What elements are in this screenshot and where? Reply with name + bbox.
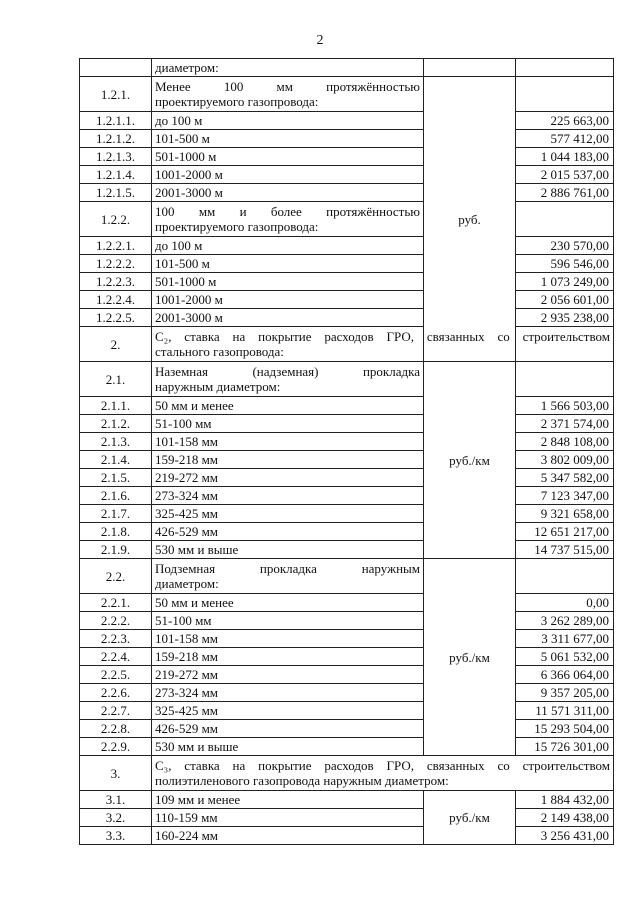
row-number: 1.2.2.4.	[80, 291, 152, 309]
continuation-text: диаметром:	[152, 59, 424, 77]
table-row	[80, 487, 614, 505]
section-row	[80, 202, 614, 237]
section-title: Менее 100 мм протяжённостью проектируемого газопровода:	[152, 77, 424, 112]
row-value: 2 935 238,00	[516, 309, 614, 327]
row-label: до 100 м	[152, 112, 424, 130]
row-number: 1.2.1.5.	[80, 184, 152, 202]
table-row	[80, 702, 614, 720]
row-label: 101-158 мм	[152, 630, 424, 648]
row-number: 2.1.4.	[80, 451, 152, 469]
row-value: 577 412,00	[516, 130, 614, 148]
row-label: 325-425 мм	[152, 702, 424, 720]
row-label: 50 мм и менее	[152, 397, 424, 415]
section-number: 2.	[80, 327, 152, 362]
row-label: 530 мм и выше	[152, 541, 424, 559]
row-label: 101-500 м	[152, 130, 424, 148]
section-row	[80, 77, 614, 112]
section-row	[80, 756, 614, 791]
row-value: 596 546,00	[516, 255, 614, 273]
table-row	[80, 433, 614, 451]
table-row	[80, 273, 614, 291]
row-number: 2.2.5.	[80, 666, 152, 684]
row-value: 11 571 311,00	[516, 702, 614, 720]
row-label: 159-218 мм	[152, 648, 424, 666]
row-label: 501-1000 м	[152, 148, 424, 166]
row-value: 1 044 183,00	[516, 148, 614, 166]
row-value: 5 061 532,00	[516, 648, 614, 666]
row-value: 1 073 249,00	[516, 273, 614, 291]
row-value: 2 886 761,00	[516, 184, 614, 202]
section-number: 1.2.1.	[80, 77, 152, 112]
table-row	[80, 451, 614, 469]
table-row	[80, 523, 614, 541]
row-label: 159-218 мм	[152, 451, 424, 469]
table-row	[80, 184, 614, 202]
row-label: 273-324 мм	[152, 487, 424, 505]
unit-cell: руб.	[424, 77, 516, 362]
table-row	[80, 309, 614, 327]
unit-cell: руб./км	[424, 362, 516, 559]
row-label: 219-272 мм	[152, 666, 424, 684]
row-number: 2.1.9.	[80, 541, 152, 559]
row-number: 2.2.9.	[80, 738, 152, 756]
row-number: 2.2.8.	[80, 720, 152, 738]
row-number: 1.2.2.2.	[80, 255, 152, 273]
row-number: 2.2.2.	[80, 612, 152, 630]
row-number: 3.3.	[80, 827, 152, 845]
row-number: 1.2.1.2.	[80, 130, 152, 148]
unit-cell: руб./км	[424, 559, 516, 756]
row-number: 2.2.1.	[80, 594, 152, 612]
row-number: 2.2.4.	[80, 648, 152, 666]
table-row	[80, 397, 614, 415]
row-number: 2.2.7.	[80, 702, 152, 720]
row-label: 101-500 м	[152, 255, 424, 273]
row-label: 2001-3000 м	[152, 309, 424, 327]
row-number: 2.1.8.	[80, 523, 152, 541]
table-row	[80, 612, 614, 630]
section-row	[80, 559, 614, 594]
table-row	[80, 237, 614, 255]
row-number: 2.2.3.	[80, 630, 152, 648]
section-title: С₂, ставка на покрытие расходов ГРО, связанных со строительством стального газопровода:	[152, 327, 614, 362]
row-value: 1 566 503,00	[516, 397, 614, 415]
row-label: 50 мм и менее	[152, 594, 424, 612]
table-row	[80, 415, 614, 433]
section-number: 1.2.2.	[80, 202, 152, 237]
row-number: 1.2.1.3.	[80, 148, 152, 166]
row-value: 15 726 301,00	[516, 738, 614, 756]
row-value: 0,00	[516, 594, 614, 612]
row-label: 160-224 мм	[152, 827, 424, 845]
table-row	[80, 827, 614, 845]
section-row	[80, 362, 614, 397]
row-value: 3 256 431,00	[516, 827, 614, 845]
row-label: 1001-2000 м	[152, 291, 424, 309]
table-row	[80, 541, 614, 559]
table-row	[80, 291, 614, 309]
row-label: 109 мм и менее	[152, 791, 424, 809]
row-number: 3.2.	[80, 809, 152, 827]
section-number: 3.	[80, 756, 152, 791]
row-value: 2 371 574,00	[516, 415, 614, 433]
row-number: 3.1.	[80, 791, 152, 809]
row-label: 426-529 мм	[152, 523, 424, 541]
table-row	[80, 130, 614, 148]
row-value: 2 015 537,00	[516, 166, 614, 184]
row-value: 2 848 108,00	[516, 433, 614, 451]
table-row	[80, 166, 614, 184]
row-label: 51-100 мм	[152, 415, 424, 433]
row-value: 14 737 515,00	[516, 541, 614, 559]
section-number: 2.2.	[80, 559, 152, 594]
row-number: 2.1.2.	[80, 415, 152, 433]
row-number: 2.1.1.	[80, 397, 152, 415]
row-label: 219-272 мм	[152, 469, 424, 487]
row-number: 1.2.1.4.	[80, 166, 152, 184]
row-number: 2.1.6.	[80, 487, 152, 505]
table-row	[80, 666, 614, 684]
table-row	[80, 59, 614, 77]
row-value: 3 311 677,00	[516, 630, 614, 648]
row-number: 2.1.5.	[80, 469, 152, 487]
table-row	[80, 630, 614, 648]
row-value: 15 293 504,00	[516, 720, 614, 738]
table-row	[80, 648, 614, 666]
row-label: 110-159 мм	[152, 809, 424, 827]
section-title: С₃, ставка на покрытие расходов ГРО, связанных со строительством полиэтиленового газопровода наружным диаметром:	[152, 756, 614, 791]
row-label: 101-158 мм	[152, 433, 424, 451]
row-number: 2.1.3.	[80, 433, 152, 451]
row-value: 12 651 217,00	[516, 523, 614, 541]
table-row	[80, 791, 614, 809]
row-value: 2 056 601,00	[516, 291, 614, 309]
row-label: до 100 м	[152, 237, 424, 255]
table-row	[80, 112, 614, 130]
table-row	[80, 255, 614, 273]
row-value: 225 663,00	[516, 112, 614, 130]
table-row	[80, 720, 614, 738]
row-label: 273-324 мм	[152, 684, 424, 702]
row-value: 3 262 289,00	[516, 612, 614, 630]
row-number: 2.1.7.	[80, 505, 152, 523]
row-number: 2.2.6.	[80, 684, 152, 702]
row-value: 7 123 347,00	[516, 487, 614, 505]
row-number: 1.2.2.5.	[80, 309, 152, 327]
section-title: Наземная (надземная) прокладка наружным диаметром:	[152, 362, 424, 397]
row-value: 230 570,00	[516, 237, 614, 255]
row-label: 2001-3000 м	[152, 184, 424, 202]
unit-cell: руб./км	[424, 791, 516, 845]
row-number: 1.2.2.3.	[80, 273, 152, 291]
row-value: 2 149 438,00	[516, 809, 614, 827]
row-value: 3 802 009,00	[516, 451, 614, 469]
row-number: 1.2.2.1.	[80, 237, 152, 255]
row-label: 1001-2000 м	[152, 166, 424, 184]
row-label: 325-425 мм	[152, 505, 424, 523]
row-label: 426-529 мм	[152, 720, 424, 738]
tariff-table	[79, 58, 614, 845]
row-label: 501-1000 м	[152, 273, 424, 291]
row-value: 1 884 432,00	[516, 791, 614, 809]
section-number: 2.1.	[80, 362, 152, 397]
table-row	[80, 684, 614, 702]
table-row	[80, 809, 614, 827]
table-row	[80, 738, 614, 756]
row-value: 9 357 205,00	[516, 684, 614, 702]
section-row	[80, 327, 614, 362]
table-row	[80, 148, 614, 166]
section-title: 100 мм и более протяжённостью проектируемого газопровода:	[152, 202, 424, 237]
row-label: 51-100 мм	[152, 612, 424, 630]
table-row	[80, 505, 614, 523]
row-value: 6 366 064,00	[516, 666, 614, 684]
table-row	[80, 594, 614, 612]
page-number: 2	[316, 33, 324, 48]
section-title: Подземная прокладка наружным диаметром:	[152, 559, 424, 594]
table-row	[80, 469, 614, 487]
row-value: 5 347 582,00	[516, 469, 614, 487]
row-label: 530 мм и выше	[152, 738, 424, 756]
row-value: 9 321 658,00	[516, 505, 614, 523]
row-number: 1.2.1.1.	[80, 112, 152, 130]
